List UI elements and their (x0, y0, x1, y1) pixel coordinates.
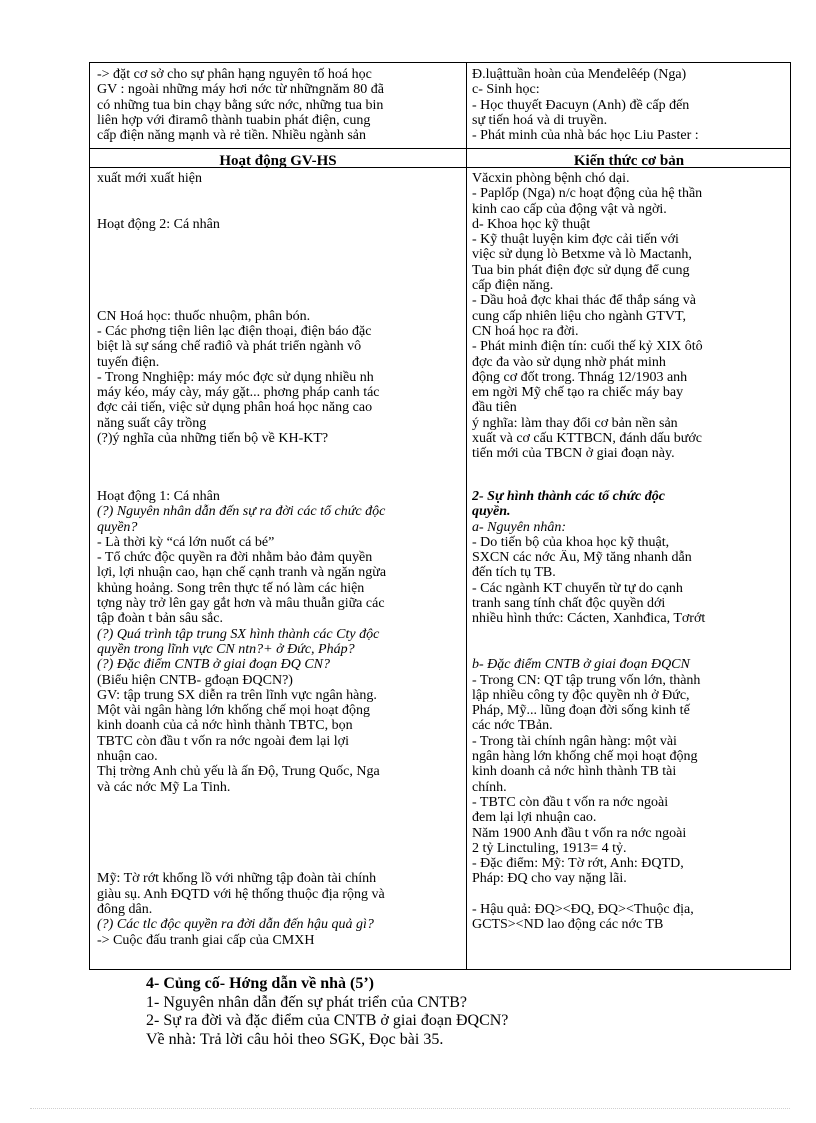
review-title: 4- Củng cố- Hớng dẫn về nhà (5’) (146, 975, 374, 992)
text-line: - Là thời kỳ “cá lớn nuốt cá bé” (97, 534, 275, 550)
text-line: kinh doanh của cả nớc hình thành TBTC, bọn (97, 718, 353, 734)
text-line (97, 278, 463, 293)
text-line: - Trong CN: QT tập trung vốn lớn, thành (472, 672, 701, 688)
review-question-2: 2- Sự ra đời và đặc điểm của CNTB ở giai đoạn ĐQCN? (146, 1012, 509, 1029)
text-line: khủng hoảng. Song trên thực tế nó làm các hiện (97, 580, 365, 596)
text-line: động cơ đốt trong. Thnág 12/1903 anh (472, 369, 688, 385)
text-line: 2- Sự hình thành các tổ chức độc (472, 489, 665, 504)
text-line: -> đặt cơ sở cho sự phân hạng nguyên tố hoá học (97, 67, 372, 82)
text-line: giàu sụ. Anh ĐQTD với hệ thống thuộc địa rộng và (97, 886, 385, 902)
text-line: chính. (472, 779, 507, 795)
text-line (97, 202, 463, 217)
text-line: Pháp, Mỹ... lũng đoạn đời sống kinh tế (472, 703, 690, 719)
text-line (97, 232, 463, 247)
text-line: Tua bin phát điện đợc sử dụng để cung (472, 262, 690, 278)
text-line: - Các ngành KT chuyển từ tự do cạnh (472, 580, 683, 596)
text-line: - Tổ chức độc quyền ra đời nhằm bảo đảm quyền (97, 550, 373, 566)
text-line: Văcxin phòng bệnh chó dại. (472, 171, 630, 186)
text-line: - Do tiến bộ của khoa học kỹ thuật, (472, 534, 670, 550)
text-line: biệt là sự sáng chế rađiô và phát triển ngành vô (97, 339, 362, 355)
header-top-border (90, 148, 790, 149)
text-line: kinh cao cấp của động vật và ngời. (472, 201, 667, 217)
text-line: - Paplốp (Nga) n/c hoạt động của hệ thần (472, 186, 703, 202)
text-line: (Biểu hiện CNTB- gđoạn ĐQCN?) (97, 672, 293, 688)
text-line: quyền. (472, 504, 511, 520)
text-line: em ngời Mỹ chế tạo ra chiếc máy bay (472, 385, 684, 401)
text-line: cung cấp nhiên liệu cho ngành GTVT, (472, 308, 686, 324)
text-line: Pháp: ĐQ cho vay nặng lãi. (472, 871, 627, 887)
text-line: CN Hoá học: thuốc nhuộm, phân bón. (97, 308, 311, 324)
text-line: cấp điện năng mạnh và rẻ tiền. Nhiều ngành sản (97, 128, 367, 144)
text-line: quyền trong lĩnh vực CN ntn?+ ở Đức, Pháp? (97, 641, 355, 657)
text-line: (?) Quá trình tập trung SX hình thành các Cty độc (97, 626, 380, 642)
text-line: nhiều hình thức: Cácten, Xanhđica, Tơrớt (472, 611, 706, 627)
text-line: ý nghĩa: làm thay đổi cơ bản nền sản (472, 415, 678, 431)
text-line: xuất và cơ cấu KTTBCN, đánh dấu bước (472, 431, 702, 447)
text-line: TBTC còn đầu t vốn ra nớc ngoài đem lại lợi (97, 733, 349, 749)
text-line (472, 887, 787, 902)
text-line: tranh sang tính chất độc quyền dới (472, 596, 666, 612)
text-line (97, 795, 463, 810)
text-line: việc sử dụng lò Betxme và lò Mactanh, (472, 247, 692, 263)
text-line: tuyến điện. (97, 354, 160, 370)
text-line (97, 810, 463, 825)
text-line: - Trong Nnghiệp: máy móc đợc sử dụng nhiều nh (97, 369, 374, 385)
text-line: nhuận cao. (97, 749, 158, 765)
text-line: - Hậu quả: ĐQ><ĐQ, ĐQ><Thuộc địa, (472, 902, 694, 918)
text-line: tợng này trở lên gay gắt hơn và mâu thuẫn giữa các (97, 596, 385, 612)
header-activities: Hoạt động GV-HS (219, 153, 337, 169)
text-line: Thị trờng Anh chủ yếu là ấn Độ, Trung Quốc, Nga (97, 764, 380, 780)
text-line: - Các phơng tiện liên lạc điện thoại, điện báo đặc (97, 323, 372, 339)
text-line: đợc cải tiến, việc sử dụng phân hoá học năng cao (97, 400, 373, 416)
text-line: - Học thuyết Đacuyn (Anh) đề cấp đến (472, 97, 690, 113)
text-line: GV: tập trung SX diễn ra trên lĩnh vực ngân hàng. (97, 687, 377, 703)
knowledge-cell-2 (472, 489, 787, 933)
text-line (472, 627, 787, 642)
text-line: - Kỹ thuật luyện kim đợc cải tiến với (472, 232, 679, 248)
text-line (97, 856, 463, 871)
text-line: (?) Các tlc độc quyền ra đời dẫn đến hậu quả gì? (97, 917, 374, 933)
text-line: đem lại lợi nhuận cao. (472, 810, 597, 826)
text-line: cấp điện năng. (472, 278, 554, 294)
text-line: tiến mới của TBCN ở giai đoạn này. (472, 446, 675, 462)
text-line: - Dầu hoả đợc khai thác để thắp sáng và (472, 293, 696, 309)
text-line: (?)ý nghĩa của những tiến bộ về KH-KT? (97, 431, 329, 447)
text-line (97, 263, 463, 278)
header-knowledge: Kiến thức cơ bản (573, 153, 685, 169)
text-line: - Trong tài chính ngân hàng: một vài (472, 733, 677, 749)
top-left-cell (97, 67, 463, 143)
text-line: máy kéo, máy cày, máy gặt... phơng pháp canh tác (97, 385, 380, 401)
text-line: - TBTC còn đầu t vốn ra nớc ngoài (472, 794, 669, 810)
text-line: CN hoá học ra đời. (472, 323, 579, 339)
text-line (97, 293, 463, 308)
text-line: lập nhiều công ty độc quyền nh ở Đức, (472, 687, 690, 703)
text-line (97, 826, 463, 841)
column-divider (466, 63, 467, 969)
text-line (472, 642, 787, 657)
text-line: và các nớc Mỹ La Tinh. (97, 779, 231, 795)
text-line: có những tua bin chạy bằng sức nớc, những tua bin (97, 97, 384, 113)
text-line: - Đặc điểm: Mỹ: Tờ rớt, Anh: ĐQTD, (472, 856, 684, 872)
text-line: đến tích tụ TB. (472, 565, 556, 581)
text-line: (?) Đặc điểm CNTB ở giai đoạn ĐQ CN? (97, 657, 331, 673)
text-line: tập đoàn t bản sâu sắc. (97, 611, 223, 627)
text-line: Hoạt động 2: Cá nhân (97, 216, 220, 232)
text-line: đợc đa vào sử dụng nhờ phát minh (472, 354, 666, 370)
activities-cell-2 (97, 489, 463, 948)
text-line: 2 tỷ Linctuling, 1913= 4 tỷ. (472, 840, 627, 856)
text-line: GV : ngoài những máy hơi nớc từ nhữngnăm 80 đã (97, 82, 384, 98)
text-line: liên hợp với điramô thành tuabin phát điện, cung (97, 112, 371, 128)
homework-line: Về nhà: Trả lời câu hỏi theo SGK, Đọc bài 35. (146, 1030, 444, 1048)
text-line: đông dân. (97, 902, 153, 918)
text-line: GCTS><ND lao động các nớc TB (472, 917, 664, 933)
text-line: Hoạt động 1: Cá nhân (97, 489, 220, 504)
text-line: Mỹ: Tờ rớt khổng lồ với những tập đoàn tài chính (97, 871, 377, 887)
text-line (97, 247, 463, 262)
text-line: a- Nguyên nhân: (472, 519, 567, 535)
text-line: - Phát minh của nhà bác học Liu Paster : (472, 128, 699, 144)
review-section (146, 975, 508, 1049)
text-line: quyền? (97, 519, 138, 535)
text-line (97, 841, 463, 856)
text-line: -> Cuộc đấu tranh giai cấp của CMXH (97, 932, 315, 948)
text-line: Năm 1900 Anh đầu t vốn ra nớc ngoài (472, 825, 687, 841)
text-line: các nớc TBản. (472, 718, 553, 734)
text-line: sự tiến hoá và di truyền. (472, 112, 608, 128)
text-line (97, 186, 463, 201)
text-line: ngân hàng lớn khống chế mọi hoạt động (472, 749, 698, 765)
top-right-cell (472, 67, 787, 143)
text-line: SXCN các nớc Âu, Mỹ tăng nhanh dẫn (472, 550, 692, 566)
text-line: lợi, lợi nhuận cao, hạn chế cạnh tranh và ngăn ngừa (97, 565, 387, 581)
text-line: (?) Nguyên nhân dẫn đến sự ra đời các tổ chức độc (97, 504, 386, 520)
text-line: - Phát minh điện tín: cuối thế kỷ XIX ôtô (472, 339, 703, 355)
page-bottom-rule (30, 1108, 790, 1109)
text-line: kinh doanh cả nớc hình thành TB tài (472, 764, 677, 780)
text-line: b- Đặc điểm CNTB ở giai đoạn ĐQCN (472, 657, 690, 673)
text-line: Đ.luậttuần hoàn của Menđelêép (Nga) (472, 67, 687, 82)
text-line: đầu tiên (472, 400, 517, 416)
text-line: d- Khoa học kỹ thuật (472, 216, 591, 232)
text-line: năng suất cây trồng (97, 415, 207, 431)
knowledge-cell-1 (472, 171, 787, 462)
text-line: xuất mới xuất hiện (97, 171, 202, 186)
review-question-1: 1- Nguyên nhân dẫn đến sự phát triển của CNTB? (146, 993, 468, 1011)
lesson-table (89, 62, 791, 970)
text-line: Một vài ngân hàng lớn khống chế mọi hoạt động (97, 703, 370, 719)
activities-cell-1 (97, 171, 463, 446)
text-line: c- Sinh học: (472, 82, 540, 98)
